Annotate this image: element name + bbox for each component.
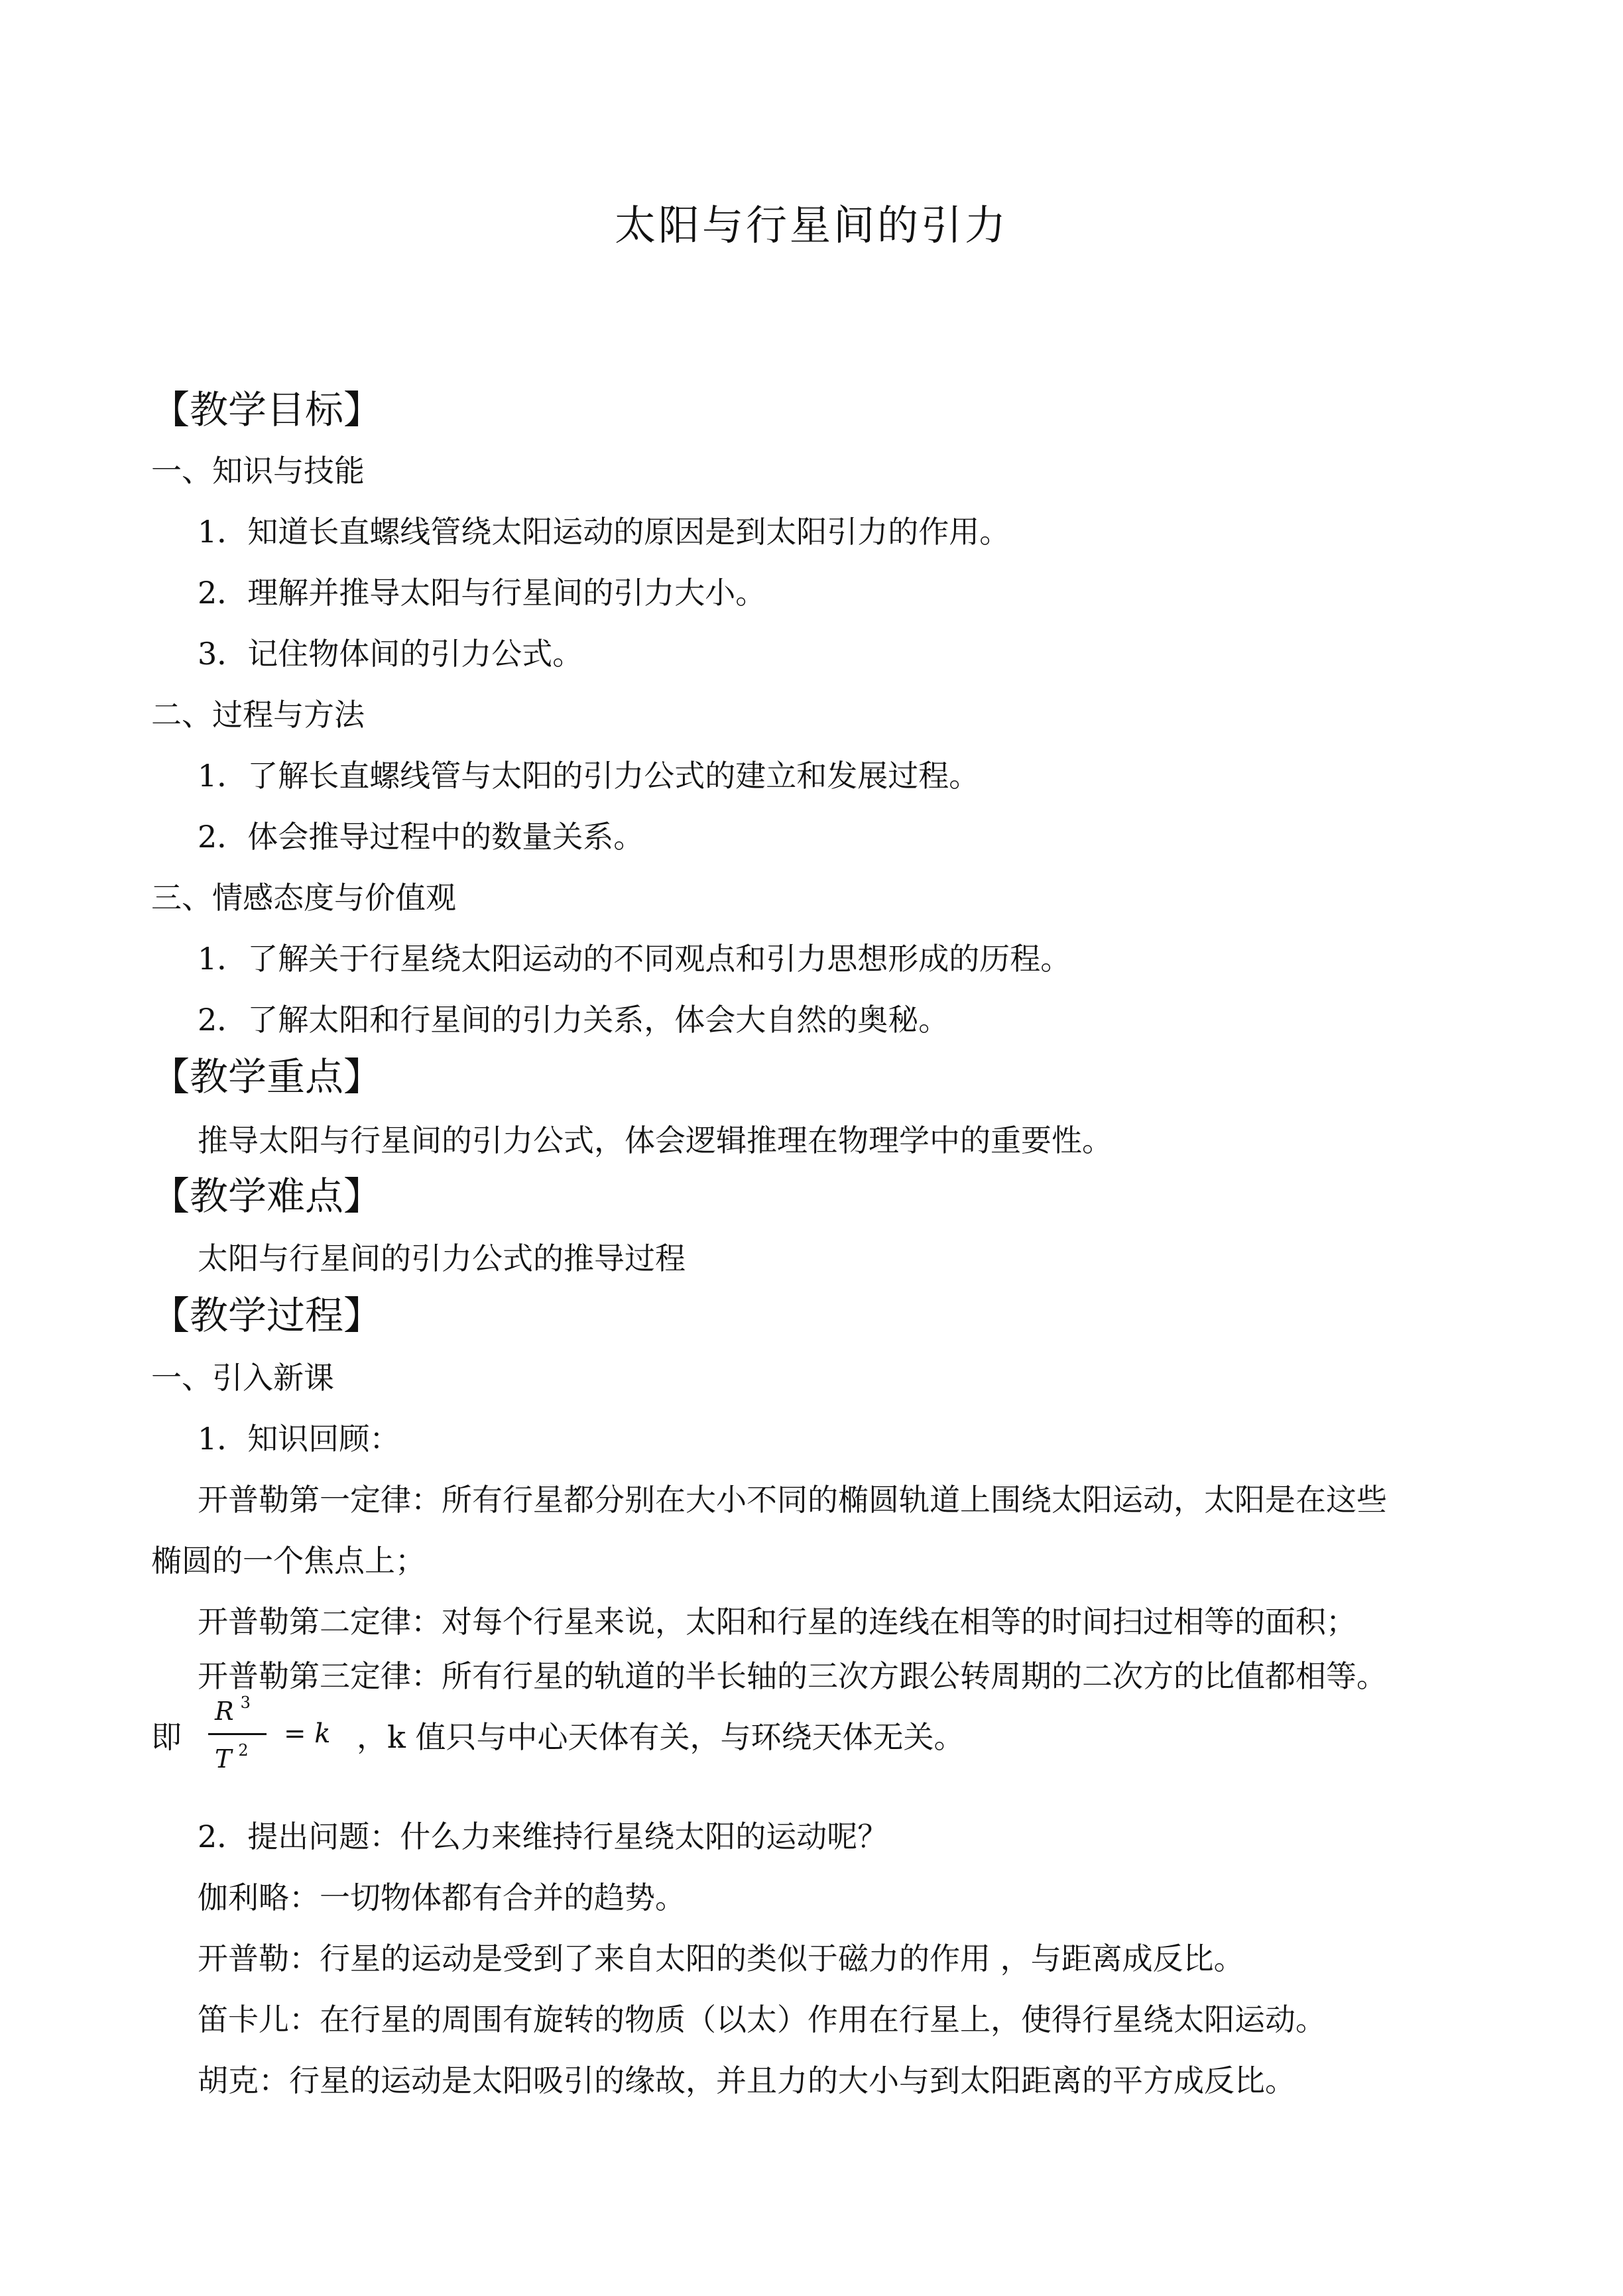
kepler-view: 开普勒：行星的运动是受到了来自太阳的类似于磁力的作用 ，与距离成反比。 [198, 1941, 1244, 1976]
kepler-first-law-continued: 椭圆的一个焦点上； [151, 1543, 426, 1579]
process-section-heading: 一、引入新课 [151, 1360, 334, 1396]
denominator-symbol: T [215, 1744, 232, 1774]
objective-knowledge-item: 1．知道长直螺线管绕太阳运动的原因是到太阳引力的作用。 [198, 514, 1010, 550]
kepler-third-law: 开普勒第三定律：所有行星的轨道的半长轴的三次方跟公转周期的二次方的比值都相等。 [198, 1658, 1387, 1694]
kepler-third-law-formula [151, 1689, 1477, 1782]
objectives-knowledge-heading: 一、知识与技能 [151, 453, 365, 489]
objectives-attitude-heading: 三、情感态度与价值观 [151, 880, 456, 916]
fraction-r3-over-t2 [203, 1689, 276, 1782]
fraction-bar [208, 1733, 267, 1735]
heading-process: 【教学过程】 [151, 1293, 383, 1338]
key-points-text: 推导太阳与行星间的引力公式，体会逻辑推理在物理学中的重要性。 [198, 1122, 1112, 1158]
galileo-view: 伽利略：一切物体都有合并的趋势。 [198, 1880, 686, 1915]
formula-suffix: ，k 值只与中心天体有关，与环绕天体无关。 [357, 1719, 965, 1755]
objectives-method-heading: 二、过程与方法 [151, 697, 365, 733]
difficulties-text: 太阳与行星间的引力公式的推导过程 [198, 1240, 686, 1276]
kepler-second-law: 开普勒第二定律：对每个行星来说，太阳和行星的连线在相等的时间扫过相等的面积； [198, 1604, 1356, 1640]
formula-prefix: 即 [151, 1719, 182, 1755]
page-title: 太阳与行星间的引力 [614, 201, 1008, 249]
denominator-exponent: 2 [238, 1741, 249, 1760]
question-line: 2．提出问题：什么力来维持行星绕太阳的运动呢？ [198, 1819, 888, 1854]
fraction-denominator [215, 1741, 249, 1774]
objective-knowledge-item: 3．记住物体间的引力公式。 [198, 636, 583, 672]
heading-key-points: 【教学重点】 [151, 1054, 383, 1099]
fraction-numerator [215, 1693, 251, 1726]
formula-equals-k: = k [284, 1719, 331, 1749]
numerator-symbol: R [215, 1697, 234, 1726]
objective-method-item: 2．体会推导过程中的数量关系。 [198, 819, 644, 855]
heading-difficulties: 【教学难点】 [151, 1174, 383, 1219]
objective-attitude-item: 2．了解太阳和行星间的引力关系，体会大自然的奥秘。 [198, 1002, 949, 1038]
descartes-view: 笛卡儿：在行星的周围有旋转的物质（以太）作用在行星上，使得行星绕太阳运动。 [198, 2002, 1326, 2037]
numerator-exponent: 3 [240, 1693, 251, 1712]
hooke-view: 胡克：行星的运动是太阳吸引的缘故，并且力的大小与到太阳距离的平方成反比。 [198, 2063, 1295, 2098]
heading-objectives: 【教学目标】 [151, 387, 383, 432]
objective-method-item: 1．了解长直螺线管与太阳的引力公式的建立和发展过程。 [198, 758, 980, 794]
kepler-first-law: 开普勒第一定律：所有行星都分别在大小不同的椭圆轨道上围绕太阳运动，太阳是在这些 [198, 1482, 1387, 1518]
objective-attitude-item: 1．了解关于行星绕太阳运动的不同观点和引力思想形成的历程。 [198, 941, 1071, 977]
review-label: 1．知识回顾： [198, 1421, 400, 1457]
objective-knowledge-item: 2．理解并推导太阳与行星间的引力大小。 [198, 575, 766, 611]
